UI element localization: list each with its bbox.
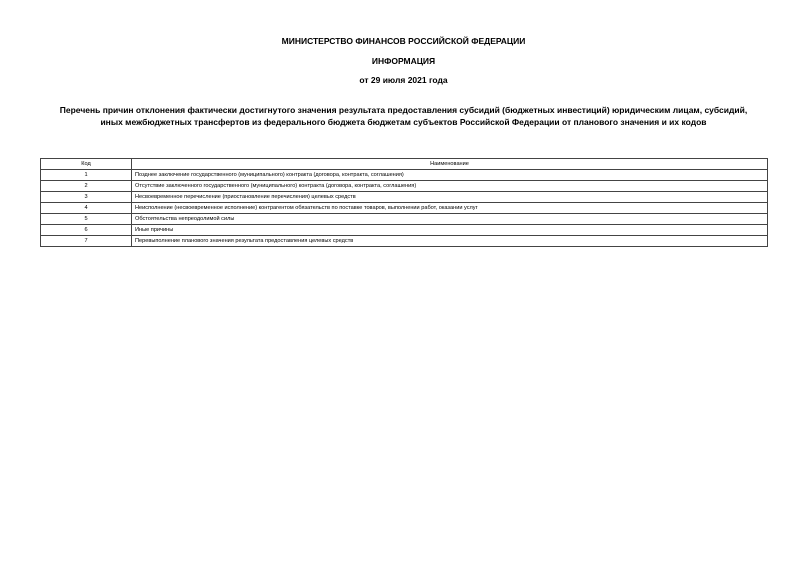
table-row	[41, 192, 768, 203]
table-cell-name: Обстоятельства непреодолимой силы	[132, 214, 768, 225]
table-cell-name: Перевыполнение планового значения результата предоставления целевых средств	[132, 236, 768, 247]
table-row	[41, 181, 768, 192]
table-cell-code: 7	[41, 236, 132, 247]
table-cell-name: Неисполнение (несвоевременное исполнение) контрагентом обязательств по поставке товаров, выполнении работ, оказании услуг	[132, 203, 768, 214]
document-title	[0, 104, 807, 128]
table-row	[41, 214, 768, 225]
table-row	[41, 203, 768, 214]
table-cell-code: 2	[41, 181, 132, 192]
table-cell-name: Отсутствие заключенного государственного (муниципального) контракта (договора, контракта, соглашения)	[132, 181, 768, 192]
table-cell-name: Несвоевременное перечисление (приостановление перечисления) целевых средств	[132, 192, 768, 203]
table-header-row	[41, 159, 768, 170]
table-cell-name: Позднее заключение государственного (муниципального) контракта (договора, контракта, соглашения)	[132, 170, 768, 181]
column-header-code: Код	[41, 159, 132, 170]
table-cell-code: 6	[41, 225, 132, 236]
table-cell-code: 1	[41, 170, 132, 181]
reason-codes-table	[40, 158, 768, 247]
table-cell-code: 3	[41, 192, 132, 203]
document-date: от 29 июля 2021 года	[359, 75, 448, 85]
document-title-line-2: иных межбюджетных трансфертов из федерального бюджета бюджетам субъектов Российской Федерации от планового значения и их кодов	[100, 117, 707, 127]
table-row	[41, 236, 768, 247]
ministry-heading: МИНИСТЕРСТВО ФИНАНСОВ РОССИЙСКОЙ ФЕДЕРАЦИИ	[281, 36, 526, 46]
column-header-name: Наименование	[132, 159, 768, 170]
table-row	[41, 225, 768, 236]
document-title-line-1: Перечень причин отклонения фактически достигнутого значения результата предоставления субсидий (бюджетных инвестиций) юридическим лицам, субсидий,	[59, 105, 748, 115]
table-cell-code: 4	[41, 203, 132, 214]
table-cell-name: Иные причины	[132, 225, 768, 236]
table-row	[41, 170, 768, 181]
table-cell-code: 5	[41, 214, 132, 225]
document-type-heading: ИНФОРМАЦИЯ	[371, 56, 436, 66]
